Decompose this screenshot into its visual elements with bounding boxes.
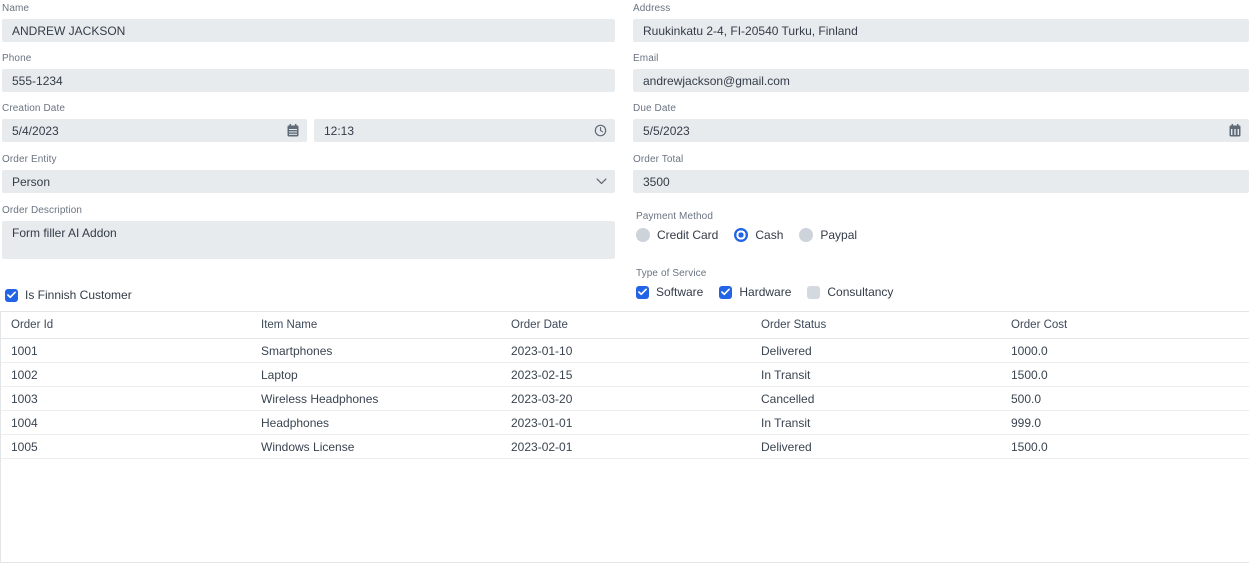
cell-item-name: Windows License	[261, 439, 355, 454]
radio-paypal-label: Paypal	[820, 228, 858, 242]
is-finnish-customer-checkbox[interactable]	[5, 288, 132, 302]
phone-label: Phone	[2, 53, 32, 64]
cell-item-name: Wireless Headphones	[261, 391, 379, 406]
cell-order-cost: 1500.0	[1011, 367, 1048, 382]
cell-order-cost: 999.0	[1011, 415, 1042, 430]
address-input[interactable]	[633, 19, 1249, 42]
phone-field-group	[2, 53, 615, 92]
table-row[interactable]	[1, 435, 1249, 459]
checkbox-icon[interactable]	[719, 286, 732, 299]
checkbox-hardware[interactable]	[719, 285, 791, 299]
creation-time-value: 12:13	[324, 123, 355, 138]
cell-order-status: In Transit	[761, 367, 811, 382]
radio-paypal[interactable]	[799, 228, 857, 242]
creation-time-input[interactable]	[314, 119, 615, 142]
table-row[interactable]	[1, 387, 1249, 411]
col-header-order-id: Order Id	[11, 319, 54, 331]
chevron-down-icon	[596, 178, 607, 185]
creation-date-value: 5/4/2023	[12, 123, 59, 138]
creation-date-field-group	[2, 103, 615, 142]
creation-date-input[interactable]	[2, 119, 307, 142]
payment-method-group	[636, 211, 1249, 242]
calendar-icon[interactable]	[1229, 124, 1241, 137]
checkbox-icon[interactable]	[636, 286, 649, 299]
name-label: Name	[2, 3, 30, 14]
checkbox-consultancy-label: Consultancy	[827, 285, 894, 299]
checkbox-hardware-label: Hardware	[739, 285, 792, 299]
checkbox-software-label: Software	[656, 285, 704, 299]
radio-icon[interactable]	[799, 228, 813, 242]
creation-date-label: Creation Date	[2, 103, 65, 114]
order-total-field-group	[633, 154, 1249, 193]
is-finnish-customer-group	[5, 286, 132, 304]
order-description-textarea[interactable]	[2, 221, 615, 259]
cell-order-date: 2023-02-01	[511, 439, 573, 454]
orders-table	[0, 311, 1249, 563]
col-header-item-name: Item Name	[261, 319, 318, 331]
due-date-label: Due Date	[633, 103, 677, 114]
radio-cash[interactable]	[734, 228, 783, 242]
cell-order-id: 1005	[11, 439, 38, 454]
phone-input[interactable]	[2, 69, 615, 92]
cell-order-status: Cancelled	[761, 391, 815, 406]
cell-order-date: 2023-01-01	[511, 415, 573, 430]
checkbox-icon[interactable]	[807, 286, 820, 299]
table-row[interactable]	[1, 339, 1249, 363]
checkbox-software[interactable]	[636, 285, 703, 299]
cell-order-status: Delivered	[761, 343, 812, 358]
cell-order-status: Delivered	[761, 439, 812, 454]
col-header-order-status: Order Status	[761, 319, 827, 331]
email-field-group	[633, 53, 1249, 92]
cell-item-name: Laptop	[261, 367, 298, 382]
check-icon	[638, 288, 647, 296]
calendar-icon[interactable]	[287, 124, 299, 137]
order-total-label: Order Total	[633, 154, 684, 165]
cell-order-date: 2023-03-20	[511, 391, 573, 406]
payment-method-label: Payment Method	[636, 211, 713, 222]
orders-table-header	[1, 312, 1249, 339]
checkbox-consultancy[interactable]	[807, 285, 893, 299]
table-row[interactable]	[1, 363, 1249, 387]
cell-order-id: 1002	[11, 367, 38, 382]
order-entity-field-group	[2, 154, 615, 193]
radio-icon[interactable]	[734, 228, 748, 242]
type-of-service-label: Type of Service	[636, 268, 707, 279]
radio-cash-label: Cash	[755, 228, 784, 242]
order-entity-value: Person	[12, 174, 51, 189]
name-field-group	[2, 3, 615, 42]
due-date-input[interactable]	[633, 119, 1249, 142]
due-date-value: 5/5/2023	[643, 123, 690, 138]
cell-order-date: 2023-02-15	[511, 367, 573, 382]
cell-item-name: Smartphones	[261, 343, 333, 358]
radio-icon[interactable]	[636, 228, 650, 242]
radio-credit-card-label: Credit Card	[657, 228, 719, 242]
is-finnish-customer-label: Is Finnish Customer	[25, 288, 132, 302]
email-input[interactable]	[633, 69, 1249, 92]
clock-icon[interactable]	[594, 124, 607, 137]
col-header-order-date: Order Date	[511, 319, 568, 331]
due-date-field-group	[633, 103, 1249, 142]
col-header-order-cost: Order Cost	[1011, 319, 1068, 331]
email-label: Email	[633, 53, 659, 64]
address-field-group	[633, 3, 1249, 42]
name-input[interactable]	[2, 19, 615, 42]
checkbox-icon[interactable]	[5, 289, 18, 302]
order-description-field-group	[2, 205, 615, 264]
cell-order-cost: 1500.0	[1011, 439, 1048, 454]
payment-method-options	[636, 228, 1249, 242]
table-row[interactable]	[1, 411, 1249, 435]
order-description-label: Order Description	[2, 205, 83, 216]
address-label: Address	[633, 3, 671, 14]
cell-order-id: 1001	[11, 343, 38, 358]
cell-order-id: 1003	[11, 391, 38, 406]
order-entity-label: Order Entity	[2, 154, 57, 165]
check-icon	[721, 288, 730, 296]
check-icon	[7, 291, 16, 299]
cell-item-name: Headphones	[261, 415, 330, 430]
cell-order-date: 2023-01-10	[511, 343, 573, 358]
order-entity-select[interactable]	[2, 170, 615, 193]
cell-order-status: In Transit	[761, 415, 811, 430]
cell-order-cost: 1000.0	[1011, 343, 1048, 358]
cell-order-cost: 500.0	[1011, 391, 1042, 406]
radio-credit-card[interactable]	[636, 228, 718, 242]
cell-order-id: 1004	[11, 415, 38, 430]
type-of-service-group	[636, 268, 1249, 299]
type-of-service-options	[636, 285, 1249, 299]
order-total-input[interactable]	[633, 170, 1249, 193]
